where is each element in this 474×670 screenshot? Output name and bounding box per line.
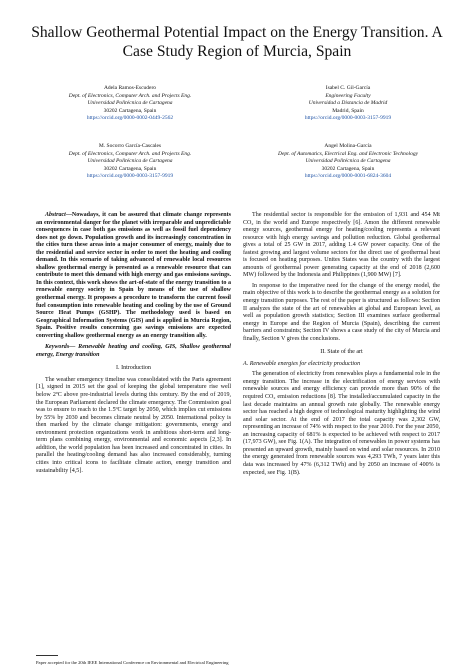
- author-city: 30202 Cartagena, Spain: [103, 165, 157, 172]
- author-department: Engineering Faculty: [325, 92, 371, 99]
- section-heading-state-of-art: II. State of the art: [320, 349, 363, 356]
- footnote-rule: [36, 655, 58, 656]
- author-name: Adela Ramos-Escudero: [103, 85, 157, 91]
- author-city: Madrid, Spain: [332, 107, 364, 114]
- subsection-heading: A. Renewable energies for electricity production: [243, 360, 361, 367]
- author-name: Isabel C. Gil-García: [325, 85, 371, 91]
- keywords-label: Keywords: [45, 344, 70, 351]
- abstract-label: Abstract: [45, 212, 66, 218]
- abstract-text: —Nowadays, it can be assured that climate change represents an environmental danger for the planet with irreparable and unpredictable consequences in case both gas emissions as well as fossil fuel dependency does not go down. Population growth and its increasingly concentration in the cities turn these areas into a major consumer of energy, mainly due to the residential and service sector in order to meet the heating and cooling demand. In this scenario of taking advanced of renewable local resources shallow geothermal energy is presented as a renewable resource that can contribute to meet this demand with high energy and gas emissions savings. In this context, this work shows the art-of-state of the energy transition to a renewable energy society in Spain by means of the use of shallow geothermal energy. It proposes a procedure to transform the current fossil fuel consumption into renewable heating and cooling by the use of Ground Source Heat Pumps (GSHP). The methodology used is based on Geographical Information Systems (GIS) and is applied in Murcia Region, Spain. Positive results concerning gas savings emissions are expected converting shallow geothermal energy as an energy transition ally.: [36, 212, 231, 339]
- paragraph: The weather emergency timeline was consolidated with the Paris agreement [1], signed in 2015 set the goal of keeping the global temperature rise well below 2ºC above pre-industrial levels during this century. By the end of 2019, the European Parliament declared the climate emergency. The Commission goal was to ensure to reach to the 1.5ºC target by 2050, which implies cut emissions by 55% by 2030 and becomes climate neutral by 2050. International policy is then marked by the climate change mitigation: governments, energy and environment protection organizations work in ambitious short-term and long-term plans combining energy, environmental and economic aspects [2,3]. In addition, the world population has been increased and concentrated in cities. In parallel the heating/cooling demand has also increased considerably, turning cities into critical icons to facilitate climate action, energy transition and sustainability [4,5].: [36, 376, 231, 474]
- left-column: [36, 212, 231, 475]
- author-university: Universidad Politécnica de Cartagena: [87, 100, 173, 106]
- author-name: Angel Molina-García: [324, 143, 372, 149]
- author-orcid-link[interactable]: https://orcid.org/0000-0002-0449-2562: [86, 115, 174, 121]
- paragraph: In response to the imperative need for the change of the energy model, the main objective of this work is to describe the geothermal energy as a solution for energy transition purposes. The rest of the paper is structured as follows: Section II analyzes the state of the art of renewables at global and European level, as well as population growth statistics; Section III examines surface geothermal energy in Europe and the Region of Murcia (Spain), describing the current barriers and constraints; Section IV shows a case study of the city of Murcia and finally, Section V gives the conclusions.: [243, 282, 440, 342]
- author-department: Dept. of Electronics, Computer Arch. and Projects Eng.: [68, 92, 192, 99]
- right-column: [243, 212, 440, 477]
- author-university: Universidad Politécnica de Cartagena: [305, 158, 391, 164]
- author-orcid-link[interactable]: https://orcid.org/0000-0003-3157-9919: [86, 173, 174, 179]
- keywords: [36, 344, 231, 359]
- footer-note: Paper accepted for the 20th IEEE International Conference on Environmental and Electrical Engineering: [36, 660, 229, 665]
- author-block-2: [250, 85, 446, 123]
- keywords-text: — Renewable heating and cooling, GIS, Shallow geothermal energy, Energy transition: [36, 344, 231, 358]
- paragraph: The generation of electricity from renewables plays a fundamental role in the energy transition. The increase in the electrification of energy services with renewable sources and energy efficiency can provide more than 90% of the required CO₂ emission reductions [8]. The installed/accumulated capacity in the last decade maintains an annual growth rate globally. The renewable energy sector has reached a high degree of technological maturity highlighting the wind and solar sector. At the end of 2017 the total capacity was 2,302 GW, representing an increase of 74% with respect to the year 2010. For the year 2050, an increasing capacity of 681% is expected to be achieved with respect to 2017 (17,973 GW), see Fig. 1(A). The integration of renewables in power systems has presented an upward growth, mainly based on wind and solar resources. In 2010 the energy generated from renewable sources was 4,293 TWh, 7 years later this data was increased by 47% (6,312 TWh) and by 2050 an increase of 400% is expected, see Fig. 1(B).: [243, 371, 440, 476]
- author-block-3: [32, 143, 228, 181]
- author-university: Universidad Politécnica de Cartagena: [87, 158, 173, 164]
- author-orcid-link[interactable]: https://orcid.org/0000-0003-3157-9919: [304, 115, 392, 121]
- author-department: Dept. of Electronics, Computer Arch. and Projects Eng.: [68, 150, 192, 157]
- paper-title: Shallow Geothermal Potential Impact on the Energy Transition. A Case Study Region of Murcia, Spain: [31, 24, 443, 60]
- author-block-4: [250, 143, 446, 181]
- author-department: Dept. of Automatics, Electrical Eng. and Electronic Technology: [277, 150, 419, 157]
- abstract: [36, 212, 231, 340]
- author-city: 30202 Cartagena, Spain: [103, 107, 157, 114]
- author-name: M. Socorro García-Cascales: [98, 143, 162, 149]
- author-orcid-link[interactable]: https://orcid.org/0000-0001-6824-3604: [304, 173, 392, 179]
- author-block-1: [32, 85, 228, 123]
- author-university: Universidad a Distancia de Madrid: [308, 100, 388, 106]
- author-city: 30202 Cartagena, Spain: [321, 165, 375, 172]
- paragraph: The residential sector is responsible for the emission of 1,931 and 454 Mt CO₂ in the world and Europe respectively [6]. Amon the different renewable energy sources, geothermal energy for heating/cooling represents a relevant resource with high energy savings and pollution reduction. Global geothermal gives a total of 25 GW in 2017, adding 1.4 GW power capacity. One of the fastest growing and largest volume sectors for the direct use of geothermal heat is focused on heating purposes. Unites States was the country with the largest amounts of geothermal power generating capacity at the end of 2018 (2,600 MW) followed by the Indonesia and Philippines (1,900 MW) [7].: [243, 212, 440, 279]
- section-heading-introduction: I. Introduction: [116, 365, 151, 372]
